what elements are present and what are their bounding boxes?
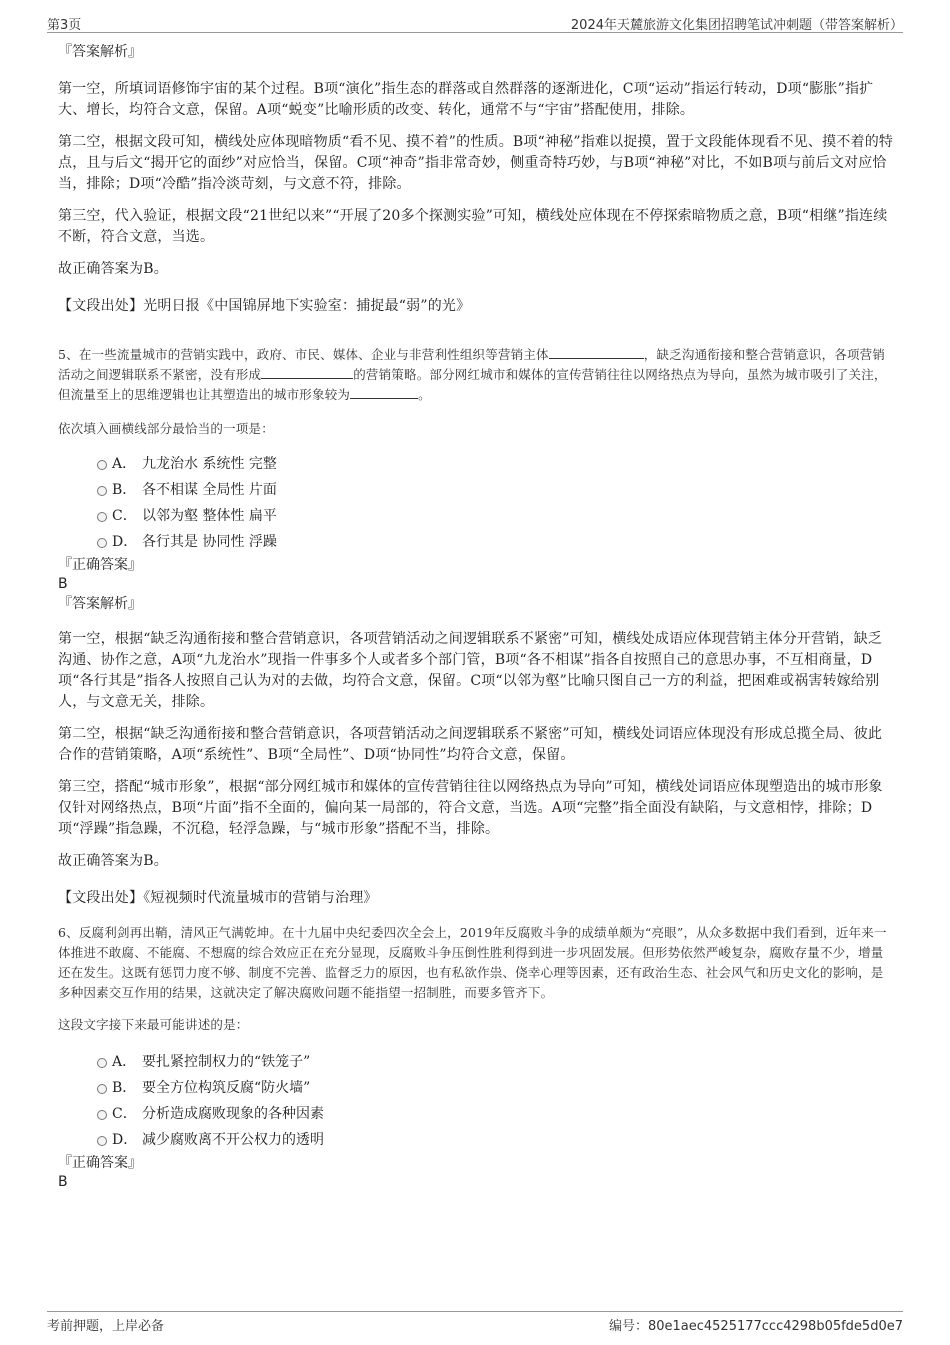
q5-analysis-3: 第三空，搭配“城市形象”，根据“部分网红城市和媒体的宣传营销往往以网络热点为导向”可知，横线处词语应体现塑造出的城市形象仅针对网络热点，B项“片面”指不全面的，偏向某一局部的，符合文意，当选。A项“完整”指全面没有缺陷，与文意相悖，排除；D项“浮躁”指急躁，不沉稳，轻浮急躁，与“城市形象”搭配不当，排除。 <box>58 779 883 837</box>
radio-button[interactable] <box>97 486 107 496</box>
q5-analysis-1: 第一空，根据“缺乏沟通衔接和整合营销意识，各项营销活动之间逻辑联系不紧密”可知，横线处成语应体现营销主体分开营销，缺乏沟通、协作之意，A项“九龙治水”现指一件事多个人或者多个部门管，B项“各不相谋”指各自按照自己的意思办事，不互相商量，D项“各行其是”指各人按照自己认为对的去做，均符合文意，保留。C项“以邻为壑”比喻只图自己一方的利益，把困难或祸害转嫁给别人，与文意无关，排除。 <box>58 631 883 710</box>
radio-button[interactable] <box>97 1084 107 1094</box>
page-footer <box>47 1311 903 1336</box>
q4-analysis-2: 第二空，根据文段可知，横线处应体现暗物质“看不见、摸不着”的性质。B项“神秘”指难以捉摸，置于文段能体现看不见、摸不着的特点，且与后文“揭开它的面纱”对应恰当，保留。C项“神奇”指非常奇妙，侧重奇特巧妙，与B项“神秘”对比，不如B项与前后文对应恰当，排除；D项“冷酷”指冷淡苛刻，与文意不符，排除。 <box>58 134 894 192</box>
q5-blank-1 <box>549 346 644 359</box>
q5-prompt: 依次填入画横线部分最恰当的一项是： <box>58 421 274 436</box>
q6-answer: B <box>58 1174 68 1190</box>
q5-analysis-label: 『答案解析』 <box>58 596 142 612</box>
q4-analysis-1: 第一空，所填词语修饰宇宙的某个过程。B项“演化”指生态的群落或自然群落的逐渐进化，C项“运动”指运行转动，D项“膨胀”指扩大、增长，均符合文意，保留。A项“蜕变”比喻形质的改变、转化，通常不与“宇宙”搭配使用，排除。 <box>58 81 874 118</box>
radio-button[interactable] <box>97 512 107 522</box>
footer-slogan: 考前押题，上岸必备 <box>47 1319 165 1334</box>
q5-option-a[interactable]: A． 九龙治水 系统性 完整 <box>58 451 896 477</box>
q6-prompt: 这段文字接下来最可能讲述的是： <box>58 1017 249 1032</box>
q6-option-a[interactable]: A． 要扎紧控制权力的“铁笼子” <box>58 1049 896 1075</box>
page-header <box>47 12 903 33</box>
radio-button[interactable] <box>97 1110 107 1120</box>
q5-blank-2 <box>261 366 353 379</box>
page-content <box>58 42 896 1192</box>
q5-option-b[interactable]: B． 各不相谋 全局性 片面 <box>58 477 896 503</box>
q6-option-b[interactable]: B． 要全方位构筑反腐“防火墙” <box>58 1075 896 1101</box>
q4-analysis-3: 第三空，代入验证，根据文段“21世纪以来”“开展了20多个探测实验”可知，横线处应体现在不停探索暗物质之意，B项“相继”指连续不断，符合文意，当选。 <box>58 208 888 245</box>
q6-answer-label: 『正确答案』 <box>58 1155 142 1171</box>
radio-button[interactable] <box>97 1136 107 1146</box>
q6-stem: 6、反腐利剑再出鞘，清风正气满乾坤。在十九届中央纪委四次全会上，2019年反腐败斗争的成绩单颇为“亮眼”，从众多数据中我们看到，近年来一体推进不敢腐、不能腐、不想腐的综合效应正在充分显现，反腐败斗争压倒性胜利得到进一步巩固发展。但形势依然严峻复杂，腐败存量不少，增量还在发生。这既有惩罚力度不够、制度不完善、监督乏力的原因，也有私欲作祟、侥幸心理等因素，还有政治生态、社会风气和历史文化的影响，是多种因素交互作用的结果，这就决定了解决腐败问题不能指望一招制胜，而要多管齐下。 <box>58 925 887 1000</box>
radio-button[interactable] <box>97 1058 107 1068</box>
q4-analysis-label: 『答案解析』 <box>58 44 142 60</box>
q5-answer: B <box>58 576 68 592</box>
radio-button[interactable] <box>97 538 107 548</box>
radio-button[interactable] <box>97 460 107 470</box>
q5-analysis-2: 第二空，根据“缺乏沟通衔接和整合营销意识，各项营销活动之间逻辑联系不紧密”可知，横线处词语应体现没有形成总揽全局、彼此合作的营销策略，A项“系统性”、B项“全局性”、D项“协同性”均符合文意，保留。 <box>58 726 883 763</box>
q5-source: 【文段出处】《短视频时代流量城市的营销与治理》 <box>58 890 378 906</box>
q5-option-d[interactable]: D． 各行其是 协同性 浮躁 <box>58 529 896 555</box>
document-title: 2024年天麓旅游文化集团招聘笔试冲刺题（带答案解析） <box>570 18 903 33</box>
q5-stem: 5、在一些流量城市的营销实践中，政府、市民、媒体、企业与非营利性组织等营销主体 ，缺乏沟通衔接和整合营销意识，各项营销活动之间逻辑联系不紧密，没有形成 的营销策略。部分网红城市和媒体的宣传营销往往以网络热点为导向，虽然为城市吸引了关注，但流量至上的思维逻辑也让其塑造出的城市形象较为 。 <box>58 347 887 402</box>
q6-options <box>58 1049 896 1153</box>
q5-options <box>58 451 896 555</box>
document-code: 编号：80e1aec4525177ccc4298b05fde5d0e7 <box>608 1319 903 1334</box>
q6-option-d[interactable]: D． 减少腐败离不开公权力的透明 <box>58 1127 896 1153</box>
q5-answer-label: 『正确答案』 <box>58 557 142 573</box>
q5-conclusion: 故正确答案为B。 <box>58 853 168 869</box>
q5-option-c[interactable]: C． 以邻为壑 整体性 扁平 <box>58 503 896 529</box>
q6-option-c[interactable]: C． 分析造成腐败现象的各种因素 <box>58 1101 896 1127</box>
q4-conclusion: 故正确答案为B。 <box>58 261 168 277</box>
q4-source: 【文段出处】光明日报《中国锦屏地下实验室：捕捉最“弱”的光》 <box>58 298 471 314</box>
q5-blank-3 <box>350 386 418 399</box>
page-number: 第3页 <box>47 18 82 33</box>
